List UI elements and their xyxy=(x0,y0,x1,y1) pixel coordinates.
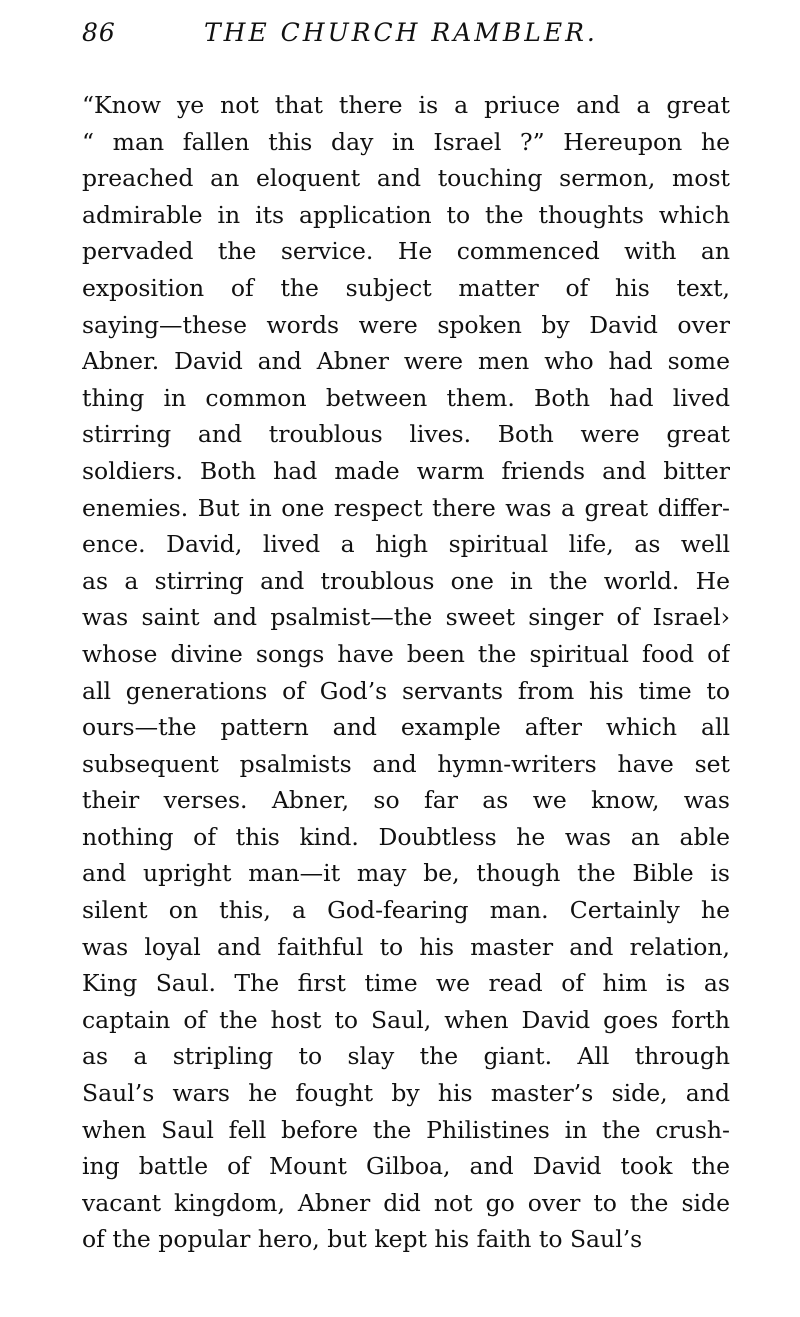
text-line: saying—these words were spoken by David over xyxy=(82,310,730,339)
text-line: as a stripling to slay the giant. All through xyxy=(82,1042,730,1071)
text-line: of the popular hero, but kept his faith to Saul’s xyxy=(82,1225,643,1254)
text-line: silent on this, a God-fearing man. Certainly he xyxy=(82,896,730,925)
text-line: Abner. David and Abner were men who had some xyxy=(82,347,730,376)
text-line: vacant kingdom, Abner did not go over to the side xyxy=(82,1188,730,1217)
text-line: enemies. But in one respect there was a great differ- xyxy=(82,493,730,522)
text-line: as a stirring and troublous one in the world. He xyxy=(82,566,730,595)
text-line: Saul’s wars he fought by his master’s side, and xyxy=(82,1079,730,1108)
text-line: whose divine songs have been the spiritual food of xyxy=(82,639,730,668)
text-line: ing battle of Mount Gilboa, and David took the xyxy=(82,1152,730,1181)
page-number: 86 xyxy=(82,18,116,47)
text-line: was loyal and faithful to his master and relation, xyxy=(82,932,730,961)
text-line: captain of the host to Saul, when David goes forth xyxy=(82,1005,730,1034)
text-line: ours—the pattern and example after which all xyxy=(82,713,730,742)
text-line: nothing of this kind. Doubtless he was an able xyxy=(82,822,730,851)
text-line: and upright man—it may be, though the Bible is xyxy=(82,859,730,888)
text-line: admirable in its application to the thoughts which xyxy=(82,200,730,229)
text-line: ence. David, lived a high spiritual life, as well xyxy=(82,530,730,559)
text-line: subsequent psalmists and hymn-writers have set xyxy=(82,749,730,778)
running-head: THE CHURCH RAMBLER. xyxy=(204,18,598,47)
text-line: exposition of the subject matter of his text, xyxy=(82,273,730,302)
text-line: stirring and troublous lives. Both were great xyxy=(82,420,730,449)
text-line: “ man fallen this day in Israel ?” Hereupon he xyxy=(82,127,730,156)
text-line: preached an eloquent and touching sermon, most xyxy=(82,164,730,193)
text-line: all generations of God’s servants from his time to xyxy=(82,676,730,705)
text-line: pervaded the service. He commenced with an xyxy=(82,237,730,266)
body-text xyxy=(82,87,730,1258)
text-line: “Know ye not that there is a priuce and a great xyxy=(82,91,730,119)
text-line: soldiers. Both had made warm friends and bitter xyxy=(82,456,730,485)
text-line: King Saul. The first time we read of him is as xyxy=(82,969,730,998)
text-line: when Saul fell before the Philistines in the crush- xyxy=(82,1115,730,1144)
text-line: was saint and psalmist—the sweet singer of Israel› xyxy=(82,603,730,632)
page-header xyxy=(82,18,732,58)
text-line: thing in common between them. Both had lived xyxy=(82,383,730,412)
text-line: their verses. Abner, so far as we know, was xyxy=(82,786,730,815)
